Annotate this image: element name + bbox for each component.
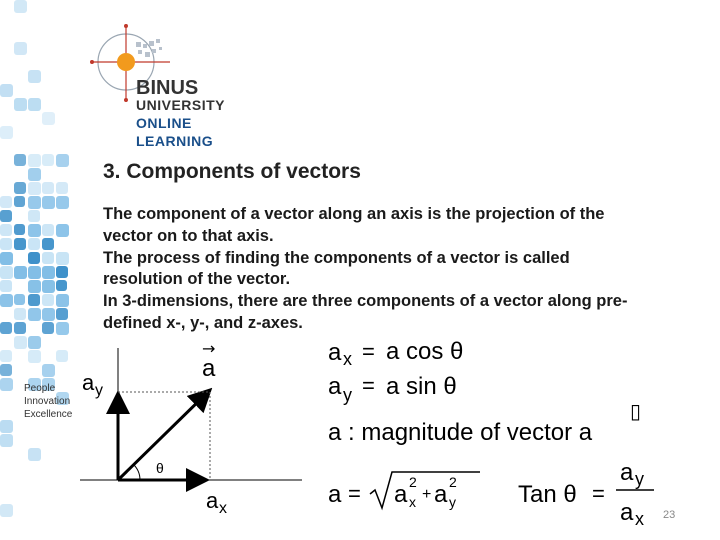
decor-square: [0, 252, 13, 265]
decor-square: [56, 154, 69, 167]
formula-panel: [320, 330, 720, 540]
decor-square: [14, 42, 27, 55]
decor-square: [14, 224, 25, 235]
ay-label-main: a: [82, 370, 95, 395]
decor-square: [42, 112, 55, 125]
tagline-line: People: [24, 383, 56, 394]
decor-square: [14, 196, 25, 207]
brand-line3: ONLINE: [136, 115, 192, 131]
decor-square: [42, 364, 55, 377]
decor-square: [0, 434, 13, 447]
f4-term1-sub: x: [409, 494, 416, 510]
decor-square: [28, 154, 41, 167]
decor-square: [28, 448, 41, 461]
f2-lhs-main: a: [328, 373, 342, 400]
f4-equals: =: [348, 481, 361, 506]
f5-lhs: Tan θ: [518, 481, 577, 508]
decor-square: [28, 350, 41, 363]
body-line: resolution of the vector.: [103, 270, 291, 289]
decor-square: [28, 280, 41, 293]
decor-square: [56, 252, 69, 265]
tagline-line: Excellence: [24, 409, 73, 420]
slide-title: 3. Components of vectors: [103, 160, 361, 183]
f5-numerator-sub: y: [635, 469, 644, 489]
f5-denominator-sub: x: [635, 509, 644, 529]
decor-square: [42, 322, 54, 334]
decor-square: [14, 154, 26, 166]
decor-square: [14, 294, 25, 305]
decor-square: [56, 294, 69, 307]
brand-line1: BINUS: [136, 77, 199, 99]
decor-square: [14, 238, 26, 250]
decor-square: [0, 210, 12, 222]
f4-term2: a: [434, 481, 448, 508]
decor-square: [14, 0, 27, 13]
vector-diagram: [70, 330, 330, 540]
page-number: 23: [663, 509, 676, 521]
f1-rhs: a cos θ: [386, 338, 464, 365]
decor-square: [56, 224, 69, 237]
decor-square: [28, 238, 40, 250]
body-line: defined x-, y-, and z-axes.: [103, 313, 303, 332]
decor-square: [42, 196, 55, 209]
f4-lhs: a: [328, 481, 342, 508]
decor-square: [28, 294, 40, 306]
decor-square: [14, 266, 27, 279]
decor-square: [28, 266, 41, 279]
decor-square: [42, 280, 55, 293]
decor-square: [42, 238, 54, 250]
f2-equals: =: [362, 373, 375, 398]
decor-square: [14, 182, 26, 194]
decor-square: [0, 84, 13, 97]
decor-square: [42, 266, 55, 279]
decor-square: [0, 364, 12, 376]
decor-square: [0, 280, 12, 292]
f1-lhs-sub: x: [343, 349, 352, 369]
ay-label-sub: y: [95, 382, 103, 399]
decor-square: [0, 378, 13, 391]
decor-square: [28, 168, 41, 181]
brand-tagline: [24, 382, 72, 421]
body-line: In 3-dimensions, there are three components of a vector along pre-: [103, 292, 628, 311]
brand-line2: UNIVERSITY: [136, 97, 226, 113]
decor-square: [42, 224, 54, 236]
slide-body: [103, 204, 693, 335]
f2-rhs: a sin θ: [386, 373, 457, 400]
tagline-line: Innovation: [24, 396, 71, 407]
decor-square: [0, 224, 12, 236]
f5-denominator: a: [620, 499, 634, 526]
brand-line4: LEARNING: [136, 133, 214, 149]
f4-plus: +: [422, 486, 432, 503]
f4-term2-sup: 2: [449, 474, 457, 490]
decor-square: [56, 280, 67, 291]
decor-square: [56, 266, 68, 278]
decor-square: [42, 154, 54, 166]
decor-square: [0, 196, 12, 208]
f5-numerator: a: [620, 459, 634, 486]
left-decor-strip: [0, 0, 73, 540]
decor-square: [14, 308, 26, 320]
decor-square: [28, 70, 41, 83]
decor-square: [42, 252, 54, 264]
body-line: The component of a vector along an axis is the projection of the: [103, 205, 605, 223]
decor-square: [56, 196, 69, 209]
body-line: The process of finding the components of a vector is called: [103, 248, 570, 267]
decor-square: [0, 420, 13, 433]
decor-square: [56, 322, 69, 335]
decor-square: [0, 504, 13, 517]
f4-term1-sup: 2: [409, 474, 417, 490]
decor-square: [42, 308, 55, 321]
f4-term2-sub: y: [449, 494, 456, 510]
f1-lhs-main: a: [328, 339, 342, 366]
f3-magnitude: a : magnitude of vector a: [328, 419, 593, 446]
decor-square: [0, 238, 12, 250]
vector-arrow-symbol: →: [202, 339, 216, 358]
decor-square: [0, 322, 12, 334]
decor-square: [42, 182, 54, 194]
decor-square: [56, 182, 68, 194]
f1-equals: =: [362, 339, 375, 364]
vector-a-label: a: [202, 355, 216, 382]
f4-term1: a: [394, 481, 408, 508]
decor-square: [0, 294, 13, 307]
placeholder-glyph: ▯: [630, 399, 642, 423]
decor-square: [28, 98, 41, 111]
decor-square: [56, 308, 68, 320]
decor-square: [0, 126, 13, 139]
decor-square: [28, 210, 40, 222]
decor-square: [28, 196, 41, 209]
decor-square: [14, 98, 27, 111]
body-line: vector on to that axis.: [103, 226, 274, 245]
theta-label: θ: [156, 460, 164, 476]
decor-square: [0, 266, 13, 279]
f2-lhs-sub: y: [343, 385, 352, 405]
decor-square: [28, 252, 40, 264]
decor-square: [28, 308, 41, 321]
f5-equals: =: [592, 481, 605, 506]
decor-square: [14, 336, 27, 349]
decor-square: [42, 294, 54, 306]
decor-square: [28, 336, 41, 349]
ax-label-main: a: [206, 488, 219, 513]
decor-square: [28, 182, 41, 195]
decor-square: [14, 322, 26, 334]
ax-label-sub: x: [219, 500, 227, 517]
decor-square: [0, 350, 12, 362]
decor-square: [56, 350, 68, 362]
decor-square: [28, 224, 41, 237]
